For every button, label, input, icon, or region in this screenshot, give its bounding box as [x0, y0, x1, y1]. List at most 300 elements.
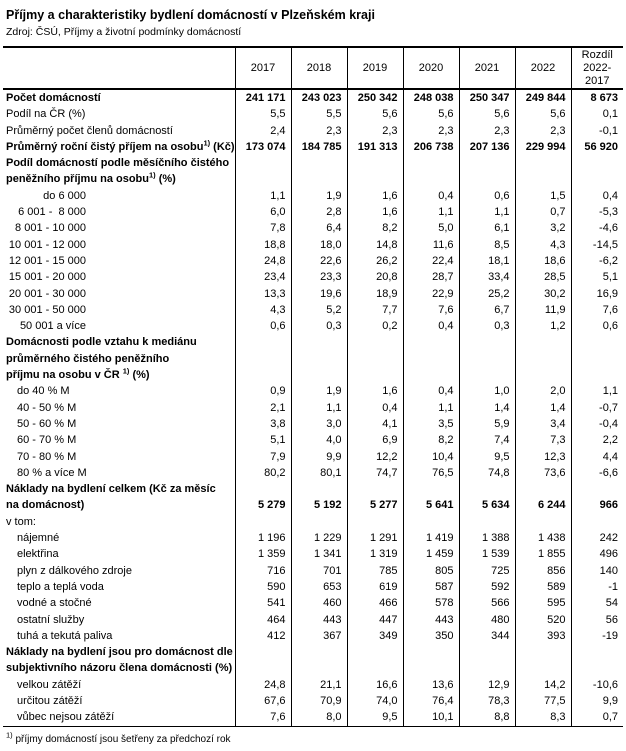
- value-cell: [403, 171, 459, 187]
- row-label-text: subjektivního názoru člena domácnosti (%): [6, 662, 233, 675]
- value-cell: 184 785: [291, 139, 347, 155]
- value-cell: 5,6: [403, 106, 459, 122]
- row-label: [3, 595, 235, 611]
- value-cell: -5,3: [571, 204, 623, 220]
- value-cell: 0,4: [347, 400, 403, 416]
- value-cell: 1 539: [459, 546, 515, 562]
- row-label-superscript: 1): [122, 367, 130, 376]
- table-row: [3, 318, 623, 334]
- value-cell: 78,3: [459, 693, 515, 709]
- row-label: [3, 677, 235, 693]
- value-cell: [515, 481, 571, 497]
- value-cell: 5,6: [515, 106, 571, 122]
- row-label-text: do 6 000: [43, 189, 86, 202]
- value-cell: 14,2: [515, 677, 571, 693]
- table-row: [3, 563, 623, 579]
- value-cell: 592: [459, 579, 515, 595]
- value-cell: 173 074: [235, 139, 291, 155]
- value-cell: [347, 660, 403, 676]
- value-cell: 590: [235, 579, 291, 595]
- row-label: [3, 253, 235, 269]
- value-cell: 20,8: [347, 269, 403, 285]
- value-cell: 10,1: [403, 709, 459, 726]
- value-cell: 1,6: [347, 204, 403, 220]
- value-cell: [235, 334, 291, 350]
- row-label-text: 70 - 80 % M: [17, 450, 77, 463]
- table-row: [3, 514, 623, 530]
- row-label: [3, 693, 235, 709]
- row-label-text: do 40 % M: [17, 385, 70, 398]
- row-label-text: peněžního příjmu na osobu: [6, 173, 149, 186]
- footnote-text: příjmy domácností jsou šetřeny za předchozí rok: [12, 733, 231, 745]
- row-label-text: tuhá a tekutá paliva: [17, 629, 113, 642]
- income-range-label: [6, 318, 86, 334]
- value-cell: 589: [515, 579, 571, 595]
- value-cell: [291, 367, 347, 383]
- row-label: [3, 530, 235, 546]
- value-cell: 206 738: [403, 139, 459, 155]
- value-cell: [347, 351, 403, 367]
- value-cell: 8 673: [571, 89, 623, 106]
- value-cell: [347, 644, 403, 660]
- value-cell: 5,1: [235, 432, 291, 448]
- row-label-superscript: 1): [203, 138, 211, 148]
- value-cell: 242: [571, 530, 623, 546]
- row-label: [3, 546, 235, 562]
- value-cell: 250 342: [347, 89, 403, 106]
- footnote: [0, 727, 626, 745]
- value-cell: 587: [403, 579, 459, 595]
- row-label: [3, 628, 235, 644]
- row-label-text: Průměrný počet členů domácností: [6, 124, 173, 137]
- value-cell: 13,6: [403, 677, 459, 693]
- source-note: Zdroj: ČSÚ, Příjmy a životní podmínky domácností: [6, 26, 242, 38]
- row-label: [3, 449, 235, 465]
- row-label-text: Domácnosti podle vztahu k mediánu: [6, 336, 197, 349]
- value-cell: 367: [291, 628, 347, 644]
- row-label: [3, 497, 235, 513]
- column-header-2020: 2020: [403, 47, 459, 89]
- table-row: [3, 546, 623, 562]
- row-label-text: ostatní služby: [17, 613, 85, 626]
- value-cell: 13,3: [235, 286, 291, 302]
- value-cell: [403, 644, 459, 660]
- value-cell: 1,6: [347, 188, 403, 204]
- income-range-label: [6, 269, 86, 285]
- value-cell: 3,2: [515, 220, 571, 236]
- value-cell: 0,2: [347, 318, 403, 334]
- income-range-label: [6, 253, 86, 269]
- table-row: [3, 449, 623, 465]
- column-header-2018: 2018: [291, 47, 347, 89]
- value-cell: [291, 644, 347, 660]
- value-cell: 80,2: [235, 465, 291, 481]
- row-label-text: v tom:: [6, 515, 36, 528]
- value-cell: 619: [347, 579, 403, 595]
- value-cell: 0,4: [403, 318, 459, 334]
- value-cell: 21,1: [291, 677, 347, 693]
- value-cell: 566: [459, 595, 515, 611]
- value-cell: [235, 155, 291, 171]
- value-cell: 0,6: [235, 318, 291, 334]
- row-label-text: na domácnost): [6, 499, 85, 512]
- value-cell: [459, 155, 515, 171]
- row-label: [3, 416, 235, 432]
- row-label-text: 8 001 - 10 000: [15, 222, 86, 235]
- row-label: [3, 644, 235, 660]
- header-row: [3, 47, 623, 89]
- table-row: [3, 465, 623, 481]
- row-label-text: plyn z dálkového zdroje: [17, 564, 132, 577]
- row-label: [3, 432, 235, 448]
- value-cell: [459, 367, 515, 383]
- value-cell: 16,6: [347, 677, 403, 693]
- value-cell: 56 920: [571, 139, 623, 155]
- value-cell: [347, 514, 403, 530]
- value-cell: [403, 514, 459, 530]
- table-row: [3, 269, 623, 285]
- row-label-text: vůbec nejsou zátěží: [17, 711, 115, 724]
- table-row: [3, 709, 623, 726]
- row-label-suffix: (%): [129, 369, 150, 382]
- value-cell: -0,1: [571, 123, 623, 139]
- value-cell: [571, 367, 623, 383]
- value-cell: 716: [235, 563, 291, 579]
- table-row: [3, 139, 623, 155]
- value-cell: [459, 334, 515, 350]
- value-cell: 70,9: [291, 693, 347, 709]
- column-header-2021: 2021: [459, 47, 515, 89]
- row-label-text: 30 001 - 50 000: [8, 303, 86, 316]
- value-cell: [515, 334, 571, 350]
- value-cell: 541: [235, 595, 291, 611]
- value-cell: [515, 660, 571, 676]
- value-cell: 5 641: [403, 497, 459, 513]
- value-cell: [459, 351, 515, 367]
- row-label-text: Podíl domácností podle měsíčního čistého: [6, 157, 230, 170]
- value-cell: 12,2: [347, 449, 403, 465]
- row-label-text: 50 001 a více: [19, 320, 86, 333]
- row-label: [3, 106, 235, 122]
- value-cell: 447: [347, 612, 403, 628]
- value-cell: 19,6: [291, 286, 347, 302]
- value-cell: 11,9: [515, 302, 571, 318]
- value-cell: [291, 334, 347, 350]
- value-cell: 12,3: [515, 449, 571, 465]
- value-cell: 28,7: [403, 269, 459, 285]
- value-cell: 76,4: [403, 693, 459, 709]
- value-cell: [291, 351, 347, 367]
- value-cell: 8,2: [347, 220, 403, 236]
- row-label-text: teplo a teplá voda: [17, 580, 104, 593]
- value-cell: 5 277: [347, 497, 403, 513]
- value-cell: 480: [459, 612, 515, 628]
- row-label: [3, 612, 235, 628]
- table-row: [3, 693, 623, 709]
- table-row: [3, 171, 623, 187]
- value-cell: 7,6: [403, 302, 459, 318]
- page-title: Příjmy a charakteristiky bydlení domácností v Plzeňském kraji: [6, 8, 375, 22]
- value-cell: -14,5: [571, 237, 623, 253]
- table-row: [3, 155, 623, 171]
- value-cell: 229 994: [515, 139, 571, 155]
- income-range-label: [6, 302, 86, 318]
- value-cell: 243 023: [291, 89, 347, 106]
- value-cell: 8,0: [291, 709, 347, 726]
- row-label-text: 50 - 60 % M: [17, 417, 77, 430]
- value-cell: 241 171: [235, 89, 291, 106]
- value-cell: [459, 644, 515, 660]
- row-label: [3, 171, 235, 187]
- value-cell: 2,8: [291, 204, 347, 220]
- row-label: [3, 660, 235, 676]
- value-cell: [403, 660, 459, 676]
- value-cell: [235, 644, 291, 660]
- table-row: [3, 286, 623, 302]
- table-row: [3, 302, 623, 318]
- value-cell: 1 196: [235, 530, 291, 546]
- column-header-difference: [571, 47, 623, 89]
- value-cell: 0,3: [459, 318, 515, 334]
- value-cell: 350: [403, 628, 459, 644]
- column-header-2022: 2022: [515, 47, 571, 89]
- table-row: [3, 204, 623, 220]
- value-cell: 1,1: [235, 188, 291, 204]
- value-cell: 0,4: [403, 383, 459, 399]
- value-cell: 578: [403, 595, 459, 611]
- value-cell: 6,1: [459, 220, 515, 236]
- value-cell: 30,2: [515, 286, 571, 302]
- value-cell: [291, 481, 347, 497]
- row-label: [3, 318, 235, 334]
- value-cell: [459, 171, 515, 187]
- value-cell: 7,9: [235, 449, 291, 465]
- value-cell: 23,4: [235, 269, 291, 285]
- table-body: [3, 89, 623, 726]
- value-cell: 74,7: [347, 465, 403, 481]
- row-label: [3, 89, 235, 106]
- value-cell: [235, 481, 291, 497]
- value-cell: 1 359: [235, 546, 291, 562]
- row-label: [3, 269, 235, 285]
- value-cell: [571, 514, 623, 530]
- value-cell: 2,3: [403, 123, 459, 139]
- table-row: [3, 416, 623, 432]
- value-cell: [347, 155, 403, 171]
- income-range-label: [6, 204, 86, 220]
- row-label: [3, 123, 235, 139]
- value-cell: 856: [515, 563, 571, 579]
- value-cell: 9,5: [347, 709, 403, 726]
- value-cell: 18,6: [515, 253, 571, 269]
- value-cell: 249 844: [515, 89, 571, 106]
- value-cell: [291, 660, 347, 676]
- value-cell: 1,9: [291, 188, 347, 204]
- row-label-text: 6 001 - 8 000: [18, 206, 86, 219]
- value-cell: 22,4: [403, 253, 459, 269]
- value-cell: 966: [571, 497, 623, 513]
- value-cell: [515, 644, 571, 660]
- difference-header-line2: 2022-2017: [583, 61, 612, 87]
- value-cell: 26,2: [347, 253, 403, 269]
- row-label: [3, 709, 235, 726]
- value-cell: 1,1: [459, 204, 515, 220]
- value-cell: 1,2: [515, 318, 571, 334]
- row-label-text: elektřina: [17, 548, 59, 561]
- value-cell: [347, 481, 403, 497]
- value-cell: 5,0: [403, 220, 459, 236]
- row-label-text: Počet domácností: [6, 92, 101, 104]
- value-cell: 1 438: [515, 530, 571, 546]
- row-label-suffix: (%): [155, 173, 176, 186]
- value-cell: 73,6: [515, 465, 571, 481]
- value-cell: [291, 171, 347, 187]
- value-cell: 5,5: [291, 106, 347, 122]
- value-cell: 443: [403, 612, 459, 628]
- value-cell: 520: [515, 612, 571, 628]
- value-cell: [403, 367, 459, 383]
- value-cell: 7,4: [459, 432, 515, 448]
- value-cell: 0,1: [571, 106, 623, 122]
- value-cell: 24,8: [235, 253, 291, 269]
- value-cell: 1,1: [403, 400, 459, 416]
- value-cell: 653: [291, 579, 347, 595]
- value-cell: 2,3: [347, 123, 403, 139]
- value-cell: 1 855: [515, 546, 571, 562]
- table-row: [3, 106, 623, 122]
- value-cell: 5,6: [347, 106, 403, 122]
- value-cell: 1 419: [403, 530, 459, 546]
- row-label: [3, 514, 235, 530]
- value-cell: 9,9: [291, 449, 347, 465]
- row-label-text: příjmu na osobu v ČR: [6, 369, 123, 382]
- value-cell: 466: [347, 595, 403, 611]
- table-row: [3, 677, 623, 693]
- value-cell: 3,4: [515, 416, 571, 432]
- value-cell: [459, 481, 515, 497]
- value-cell: 2,1: [235, 400, 291, 416]
- row-label: [3, 351, 235, 367]
- value-cell: -1: [571, 579, 623, 595]
- table-row: [3, 432, 623, 448]
- statistics-table-container: [3, 46, 623, 727]
- row-label: [3, 334, 235, 350]
- value-cell: 349: [347, 628, 403, 644]
- value-cell: 7,6: [571, 302, 623, 318]
- value-cell: 412: [235, 628, 291, 644]
- value-cell: 1,1: [291, 400, 347, 416]
- row-label: [3, 563, 235, 579]
- value-cell: 76,5: [403, 465, 459, 481]
- value-cell: [571, 171, 623, 187]
- value-cell: [571, 481, 623, 497]
- row-label: [3, 383, 235, 399]
- value-cell: [291, 155, 347, 171]
- footnote-marker: 1): [6, 730, 13, 740]
- difference-header-line1: Rozdíl: [581, 48, 613, 61]
- value-cell: 33,4: [459, 269, 515, 285]
- value-cell: 9,9: [571, 693, 623, 709]
- value-cell: [515, 367, 571, 383]
- value-cell: 725: [459, 563, 515, 579]
- row-label: [3, 367, 235, 383]
- table-row: [3, 481, 623, 497]
- row-label-text: Náklady na bydlení jsou pro domácnost dle: [6, 646, 233, 659]
- value-cell: 5 192: [291, 497, 347, 513]
- value-cell: 4,1: [347, 416, 403, 432]
- value-cell: 443: [291, 612, 347, 628]
- table-row: [3, 367, 623, 383]
- row-label: [3, 400, 235, 416]
- value-cell: 23,3: [291, 269, 347, 285]
- row-label-text: 80 % a více M: [17, 466, 87, 479]
- row-label-text: průměrného čistého peněžního: [6, 352, 170, 365]
- row-label: [3, 302, 235, 318]
- value-cell: 0,6: [571, 318, 623, 334]
- table-row: [3, 237, 623, 253]
- value-cell: [459, 660, 515, 676]
- row-label-text: velkou zátěží: [17, 678, 82, 691]
- row-label: [3, 188, 235, 204]
- value-cell: 74,8: [459, 465, 515, 481]
- value-cell: 5,6: [459, 106, 515, 122]
- row-label: [3, 579, 235, 595]
- value-cell: 54: [571, 595, 623, 611]
- table-row: [3, 220, 623, 236]
- value-cell: 1,4: [459, 400, 515, 416]
- table-row: [3, 497, 623, 513]
- value-cell: [459, 514, 515, 530]
- value-cell: -0,4: [571, 416, 623, 432]
- row-label-text: Podíl na ČR (%): [6, 108, 86, 121]
- value-cell: [235, 351, 291, 367]
- value-cell: -19: [571, 628, 623, 644]
- value-cell: 464: [235, 612, 291, 628]
- row-label: [3, 220, 235, 236]
- value-cell: 1,4: [515, 400, 571, 416]
- value-cell: [571, 155, 623, 171]
- value-cell: 10,4: [403, 449, 459, 465]
- value-cell: -6,6: [571, 465, 623, 481]
- value-cell: [515, 155, 571, 171]
- row-label: [3, 155, 235, 171]
- value-cell: 80,1: [291, 465, 347, 481]
- value-cell: 14,8: [347, 237, 403, 253]
- row-label: [3, 237, 235, 253]
- value-cell: 7,3: [515, 432, 571, 448]
- value-cell: 0,9: [235, 383, 291, 399]
- value-cell: 2,3: [291, 123, 347, 139]
- value-cell: 8,2: [403, 432, 459, 448]
- value-cell: 7,8: [235, 220, 291, 236]
- income-range-label: [6, 237, 86, 253]
- label-column-header: [3, 47, 235, 89]
- value-cell: 0,6: [459, 188, 515, 204]
- value-cell: [571, 351, 623, 367]
- value-cell: [571, 644, 623, 660]
- table-row: [3, 644, 623, 660]
- value-cell: 1 291: [347, 530, 403, 546]
- value-cell: [347, 171, 403, 187]
- value-cell: 701: [291, 563, 347, 579]
- value-cell: [235, 171, 291, 187]
- value-cell: 2,4: [235, 123, 291, 139]
- value-cell: 56: [571, 612, 623, 628]
- row-label-text: 12 001 - 15 000: [8, 254, 86, 267]
- value-cell: 393: [515, 628, 571, 644]
- value-cell: 9,5: [459, 449, 515, 465]
- row-label: [3, 204, 235, 220]
